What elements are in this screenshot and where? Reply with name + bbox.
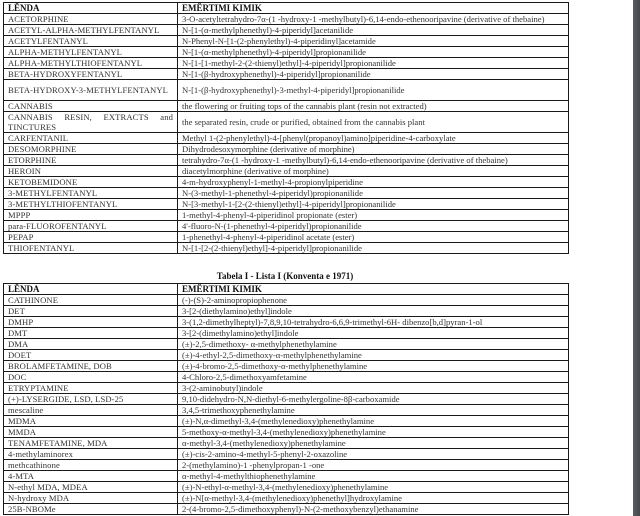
substance-name: 4-methylaminorex (4, 449, 178, 460)
substance-name: DMT (4, 328, 178, 339)
chemical-name: the separated resin, crude or purified, obtained from the cannabis plant (178, 112, 569, 133)
table-row (4, 306, 569, 317)
table-row (4, 25, 569, 36)
substance-name: ETRYPTAMINE (4, 383, 178, 394)
chemical-name: (±)-N[α-methyl-3,4-(methylenedioxy)phenethyl]hydroxylamine (178, 493, 569, 504)
substances-table-1 (3, 2, 569, 254)
chemical-name: N-(3-methyl-1-phenethyl-4-piperidyl)propionanilide (178, 188, 569, 199)
substance-name: 25B-NBOMe (4, 504, 178, 515)
table-row (4, 101, 569, 112)
table-row (4, 295, 569, 306)
vertical-scrollbar[interactable] (633, 0, 640, 516)
table-row (4, 504, 569, 515)
table-row (4, 210, 569, 221)
substance-name: DESOMORPHINE (4, 144, 178, 155)
table-row (4, 36, 569, 47)
substance-name: mescaline (4, 405, 178, 416)
table-row (4, 199, 569, 210)
substance-name: ALPHA-METHYLFENTANYL (4, 47, 178, 58)
substance-name: N-ethyl MDA, MDEA (4, 482, 178, 493)
substance-name: THIOFENTANYL (4, 243, 178, 254)
table-row (4, 317, 569, 328)
table-row (4, 350, 569, 361)
chemical-name: 3-(2-aminobutyl)indole (178, 383, 569, 394)
table-row (4, 133, 569, 144)
table-row (4, 460, 569, 471)
chemical-name: 3-[2-(diethylamino)ethyl]indole (178, 306, 569, 317)
chemical-name: (±)-N-ethyl-α-methyl-3,4-(methylenedioxy)phenethylamine (178, 482, 569, 493)
table-row (4, 155, 569, 166)
chemical-name: (-)-(S)-2-aminopropiophenone (178, 295, 569, 306)
chemical-name: 5-methoxy-α-methyl-3,4-(methylenedioxy)phenethylamine (178, 427, 569, 438)
substance-name: ETORPHINE (4, 155, 178, 166)
substance-name: BETA-HYDROXYFENTANYL (4, 69, 178, 80)
chemical-name: (±)-cis-2-amino-4-methyl-5-phenyl-2-oxazoline (178, 449, 569, 460)
chemical-name: (±)-2,5-dimethoxy- α-methylphenethylamine (178, 339, 569, 350)
table-row (4, 416, 569, 427)
substance-name: 4-MTA (4, 471, 178, 482)
column-header-chemical-name: EMËRTIMI KIMIK (178, 284, 569, 295)
table-row (4, 394, 569, 405)
chemical-name: Methyl 1-(2-phenylethyl)-4-[phenyl(propanoyl)amino]piperidine-4-carboxylate (178, 133, 569, 144)
table-row (4, 482, 569, 493)
substance-name: BROLAMFETAMINE, DOB (4, 361, 178, 372)
chemical-name: α-methyl-4-methylthiophenethylamine (178, 471, 569, 482)
substance-name: ACETORPHINE (4, 14, 178, 25)
table-row (4, 328, 569, 339)
table-row (4, 361, 569, 372)
table-row (4, 232, 569, 243)
chemical-name: 4-Chloro-2,5-dimethoxyamfetamine (178, 372, 569, 383)
chemical-name: 9,10-didehydro-N,N-diethyl-6-methylergoline-8β-carboxamide (178, 394, 569, 405)
table-row (4, 383, 569, 394)
substance-name: KETOBEMIDONE (4, 177, 178, 188)
chemical-name: 3-O-acetyltetrahydro-7α-(1 -hydroxy-1 -methylbutyl)-6,14-endo-ethenooripavine (derivative of thebaine) (178, 14, 569, 25)
table-row (4, 471, 569, 482)
column-header-chemical-name: EMËRTIMI KIMIK (178, 3, 569, 14)
chemical-name: 2-(4-bromo-2,5-dimethoxyphenyl)-N-(2-methoxybenzyl)ethanamine (178, 504, 569, 515)
table-row (4, 58, 569, 69)
substance-name: BETA-HYDROXY-3-METHYLFENTANYL (4, 80, 178, 101)
substance-name: DOC (4, 372, 178, 383)
table-row (4, 493, 569, 504)
table-row (4, 144, 569, 155)
chemical-name: N-[1-[2-(2-thienyl)ethyl]-4-piperidyl]propionanilide (178, 243, 569, 254)
chemical-name: 1-phenethyl-4-phenyl-4-piperidinol acetate (ester) (178, 232, 569, 243)
table-row (4, 221, 569, 232)
chemical-name: Dihydrodesoxymorphine (derivative of morphine) (178, 144, 569, 155)
table-row (4, 438, 569, 449)
substance-name: 3-METHYLFENTANYL (4, 188, 178, 199)
chemical-name: N-[3-methyl-1-[2-(2-thienyl)ethyl]-4-piperidyl]propionanilide (178, 199, 569, 210)
chemical-name: (±)-N,α-dimethyl-3,4-(methylenedioxy)phenethylamine (178, 416, 569, 427)
substance-name: CANNABIS RESIN, EXTRACTS and TINCTURES (4, 112, 178, 133)
substance-name: 3-METHYLTHIOFENTANYL (4, 199, 178, 210)
table-row (4, 243, 569, 254)
chemical-name: 4'-fluoro-N-(1-phenethyl-4-piperidyl)propionanilide (178, 221, 569, 232)
chemical-name: diacetylmorphine (derivative of morphine) (178, 166, 569, 177)
chemical-name: tetrahydro-7α-(1 -hydroxy-1 -methylbutyl)-6,14-endo-ethenooripavine (derivative of thebaine) (178, 155, 569, 166)
table-row (4, 427, 569, 438)
chemical-name: N-[1-(α-methylphenethyl)-4-piperidyl]propionanilide (178, 47, 569, 58)
chemical-name: (±)-4-bromo-2,5-dimethoxy-α-methylphenethylamine (178, 361, 569, 372)
substance-name: para-FLUOROFENTANYL (4, 221, 178, 232)
chemical-name: α-methyl-3,4-(methylenedioxy)phenethylamine (178, 438, 569, 449)
chemical-name: 1-methyl-4-phenyl-4-piperidinol propionate (ester) (178, 210, 569, 221)
substance-name: MPPP (4, 210, 178, 221)
substance-name: ALPHA-METHYLTHIOFENTANYL (4, 58, 178, 69)
substance-name: DMHP (4, 317, 178, 328)
table-caption: Tabela I - Lista I (Konventa e 1971) (216, 271, 354, 281)
table-row (4, 69, 569, 80)
table-row (4, 405, 569, 416)
chemical-name: N-Phenyl-N-[1-(2-phenylethyl)-4-piperidinyl]acetamide (178, 36, 569, 47)
table-row (4, 177, 569, 188)
substance-name: ACETYLFENTANYL (4, 36, 178, 47)
substance-name: DMA (4, 339, 178, 350)
chemical-name: N-[1-(β-hydroxyphenethyl)-3-methyl-4-piperidyl]propionanilide (178, 80, 569, 101)
substance-name: DET (4, 306, 178, 317)
substance-name: PEPAP (4, 232, 178, 243)
substance-name: methcathinone (4, 460, 178, 471)
substance-name: CANNABIS (4, 101, 178, 112)
chemical-name: 3-(1,2-dimethylheptyl)-7,8,9,10-tetrahydro-6,6,9-trimethyl-6H- dibenzo[b,d]pyran-1-ol (178, 317, 569, 328)
table-row (4, 449, 569, 460)
chemical-name: 4-m-hydroxyphenyl-1-methyl-4-propionylpiperidine (178, 177, 569, 188)
substance-name: DOET (4, 350, 178, 361)
table-row (4, 166, 569, 177)
substance-name: (+)-LYSERGIDE, LSD, LSD-25 (4, 394, 178, 405)
table-header-row (4, 284, 569, 295)
substance-name: HEROIN (4, 166, 178, 177)
substance-name: ACETYL-ALPHA-METHYLFENTANYL (4, 25, 178, 36)
chemical-name: (±)-4-ethyl-2,5-dimethoxy-α-methylphenethylamine (178, 350, 569, 361)
table-row (4, 372, 569, 383)
chemical-name: N-[1-(α-methylphenethyl)-4-piperidyl]acetanilide (178, 25, 569, 36)
table-row (4, 80, 569, 101)
chemical-name: 2-(methylamino)-1 -phenylpropan-1 -one (178, 460, 569, 471)
substance-name: MMDA (4, 427, 178, 438)
column-header-substance: LËNDA (4, 3, 178, 14)
substances-table-2 (3, 283, 569, 515)
substance-name: TENAMFETAMINE, MDA (4, 438, 178, 449)
substance-name: CATHINONE (4, 295, 178, 306)
chemical-name: the flowering or fruiting tops of the cannabis plant (resin not extracted) (178, 101, 569, 112)
table-row (4, 188, 569, 199)
chemical-name: 3,4,5-trimethoxyphenethylamine (178, 405, 569, 416)
substance-name: N-hydroxy MDA (4, 493, 178, 504)
table-header-row (4, 3, 569, 14)
table-row (4, 112, 569, 133)
chemical-name: N-[1-(β-hydroxyphenethyl)-4-piperidyl]propionanilide (178, 69, 569, 80)
table-row (4, 14, 569, 25)
table-row (4, 339, 569, 350)
table-row (4, 47, 569, 58)
substance-name: MDMA (4, 416, 178, 427)
substance-name: CARFENTANIL (4, 133, 178, 144)
column-header-substance: LËNDA (4, 284, 178, 295)
chemical-name: N-[1-[1-methyl-2-(2-thienyl)ethyl]-4-piperidyl]propionanilide (178, 58, 569, 69)
chemical-name: 3-[2-(dimethylamino)ethyl]indole (178, 328, 569, 339)
